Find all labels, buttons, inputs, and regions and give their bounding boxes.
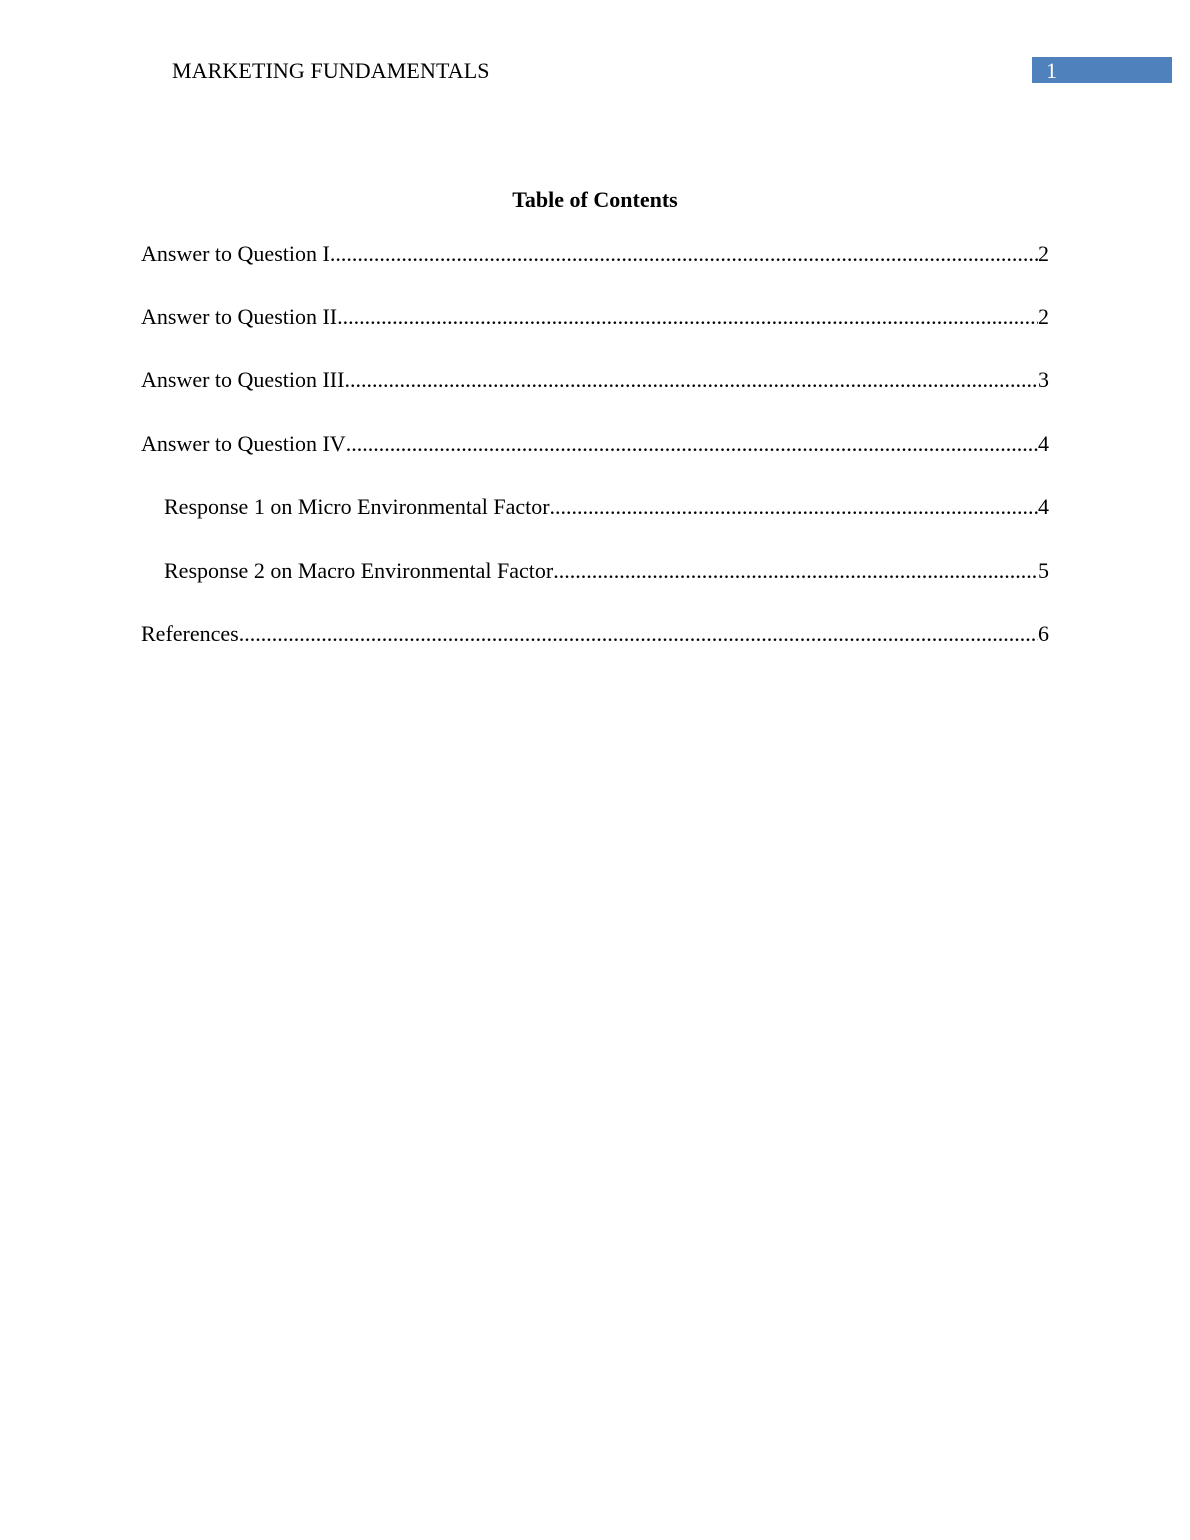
toc-entry-page: 6 <box>1038 621 1049 646</box>
toc-dot-leader <box>346 430 1038 458</box>
toc-entry-label: Answer to Question I <box>141 241 330 266</box>
toc-entry-label: Response 2 on Macro Environmental Factor <box>164 558 554 583</box>
toc-entry-page: 4 <box>1038 494 1049 519</box>
toc-entry[interactable] <box>141 430 1049 458</box>
toc-entry-label: Answer to Question IV <box>141 431 346 456</box>
toc-entry-page: 2 <box>1038 304 1049 329</box>
toc-dot-leader <box>239 620 1038 648</box>
toc-dot-leader <box>337 303 1038 331</box>
running-head: MARKETING FUNDAMENTALS <box>172 58 490 83</box>
toc-entry[interactable] <box>141 240 1049 268</box>
toc-dot-leader <box>330 240 1038 268</box>
toc-entry-label: Answer to Question II <box>141 304 338 329</box>
toc-entry-label: References <box>141 621 239 646</box>
toc-entry-page: 2 <box>1038 241 1049 266</box>
toc-entry-page: 4 <box>1038 431 1049 456</box>
toc-dot-leader <box>553 557 1038 585</box>
page-number-badge <box>1032 57 1172 83</box>
toc-title: Table of Contents <box>512 187 678 212</box>
toc-entry[interactable] <box>141 620 1049 648</box>
toc-entry-page: 3 <box>1038 367 1049 392</box>
toc-subentry[interactable] <box>164 557 1049 585</box>
toc-subentry[interactable] <box>164 493 1049 521</box>
toc-dot-leader <box>344 366 1038 394</box>
toc-dot-leader <box>550 493 1038 521</box>
toc-entry-label: Answer to Question III <box>141 367 345 392</box>
toc-entry[interactable] <box>141 303 1049 331</box>
page-number: 1 <box>1046 58 1057 83</box>
toc-entry-page: 5 <box>1038 558 1049 583</box>
toc-entry[interactable] <box>141 366 1049 394</box>
toc-entry-label: Response 1 on Micro Environmental Factor <box>164 494 550 519</box>
